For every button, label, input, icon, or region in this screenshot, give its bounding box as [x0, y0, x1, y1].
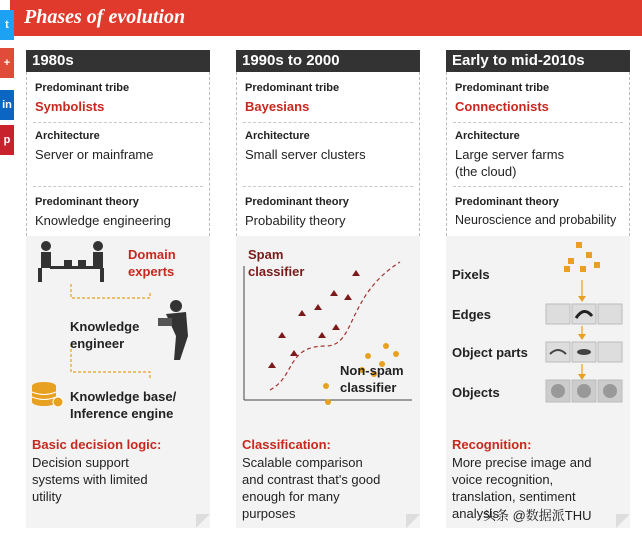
theory-value: Probability theory [245, 213, 346, 228]
knowledge-engineer-icon [158, 300, 188, 360]
column-1990s [236, 50, 420, 528]
pixels-label: Pixels [452, 267, 490, 282]
knowledge-engineer-label: Knowledge engineer [70, 319, 140, 351]
objects-label: Objects [452, 385, 500, 400]
column-1980s [26, 50, 210, 528]
tribe-label: Predominant tribe [35, 82, 130, 94]
non-spam-classifier-label: Non-spam classifier [340, 363, 404, 395]
footer-title: Classification: [242, 437, 331, 452]
footer-text: Decision support systems with limited utility [32, 455, 148, 504]
domain-experts-icon [38, 241, 104, 282]
title-banner [10, 0, 642, 36]
spam-points [268, 270, 360, 368]
objects-thumbnails [546, 380, 622, 402]
theory-label: Predominant theory [455, 196, 559, 208]
architecture-value: Server or mainframe [35, 147, 154, 162]
page-title: Phases of evolution [24, 6, 186, 28]
knowledge-base-label: Knowledge base/ Inference engine [70, 389, 177, 421]
theory-value: Knowledge engineering [35, 213, 171, 228]
architecture-label: Architecture [245, 130, 310, 142]
linkedin-icon: in [2, 99, 12, 111]
object-parts-label: Object parts [452, 345, 528, 360]
pixels-icon [564, 242, 600, 272]
linkedin-share-button[interactable] [0, 90, 14, 120]
column-header: Early to mid-2010s [446, 50, 630, 72]
tribe-label: Predominant tribe [455, 82, 550, 94]
domain-experts-label: Domain experts [128, 247, 176, 279]
google-plus-share-button[interactable] [0, 48, 14, 78]
database-icon [32, 382, 63, 407]
architecture-value: Large server farms (the cloud) [455, 147, 565, 179]
architecture-value: Small server clusters [245, 147, 366, 162]
twitter-share-button[interactable] [0, 10, 14, 40]
theory-value: Neuroscience and probability [455, 213, 617, 227]
object-parts-thumbnails [546, 342, 622, 362]
column-header: 1980s [26, 50, 210, 72]
footer-title: Basic decision logic: [32, 437, 162, 452]
column-info-panel [26, 72, 210, 236]
pinterest-share-button[interactable] [0, 125, 14, 155]
column-info-panel [446, 72, 630, 236]
pinterest-icon: p [3, 134, 11, 146]
edges-thumbnails [546, 304, 622, 324]
page-corner [406, 514, 420, 528]
page-corner [616, 514, 630, 528]
watermark: 头条 @数据派THU [483, 508, 592, 523]
footer-text: More precise image and voice recognition, translation, sentiment analysis [452, 455, 592, 521]
tribe-value: Symbolists [35, 99, 105, 114]
tribe-value: Connectionists [455, 99, 549, 114]
column-2010s [446, 50, 630, 528]
architecture-label: Architecture [35, 130, 100, 142]
tribe-label: Predominant tribe [245, 82, 340, 94]
theory-label: Predominant theory [245, 196, 349, 208]
footer-text: Scalable comparison and contrast that's good enough for many purposes [242, 455, 381, 521]
architecture-label: Architecture [455, 130, 520, 142]
tribe-value: Bayesians [245, 99, 310, 114]
google-plus-icon: + [3, 57, 11, 69]
theory-label: Predominant theory [35, 196, 139, 208]
spam-classifier-label: Spam classifier [248, 247, 305, 279]
column-header: 1990s to 2000 [236, 50, 420, 72]
footer-title: Recognition: [452, 437, 532, 452]
column-info-panel [236, 72, 420, 236]
page-corner [196, 514, 210, 528]
twitter-icon: t [5, 19, 9, 31]
edges-label: Edges [452, 307, 492, 322]
